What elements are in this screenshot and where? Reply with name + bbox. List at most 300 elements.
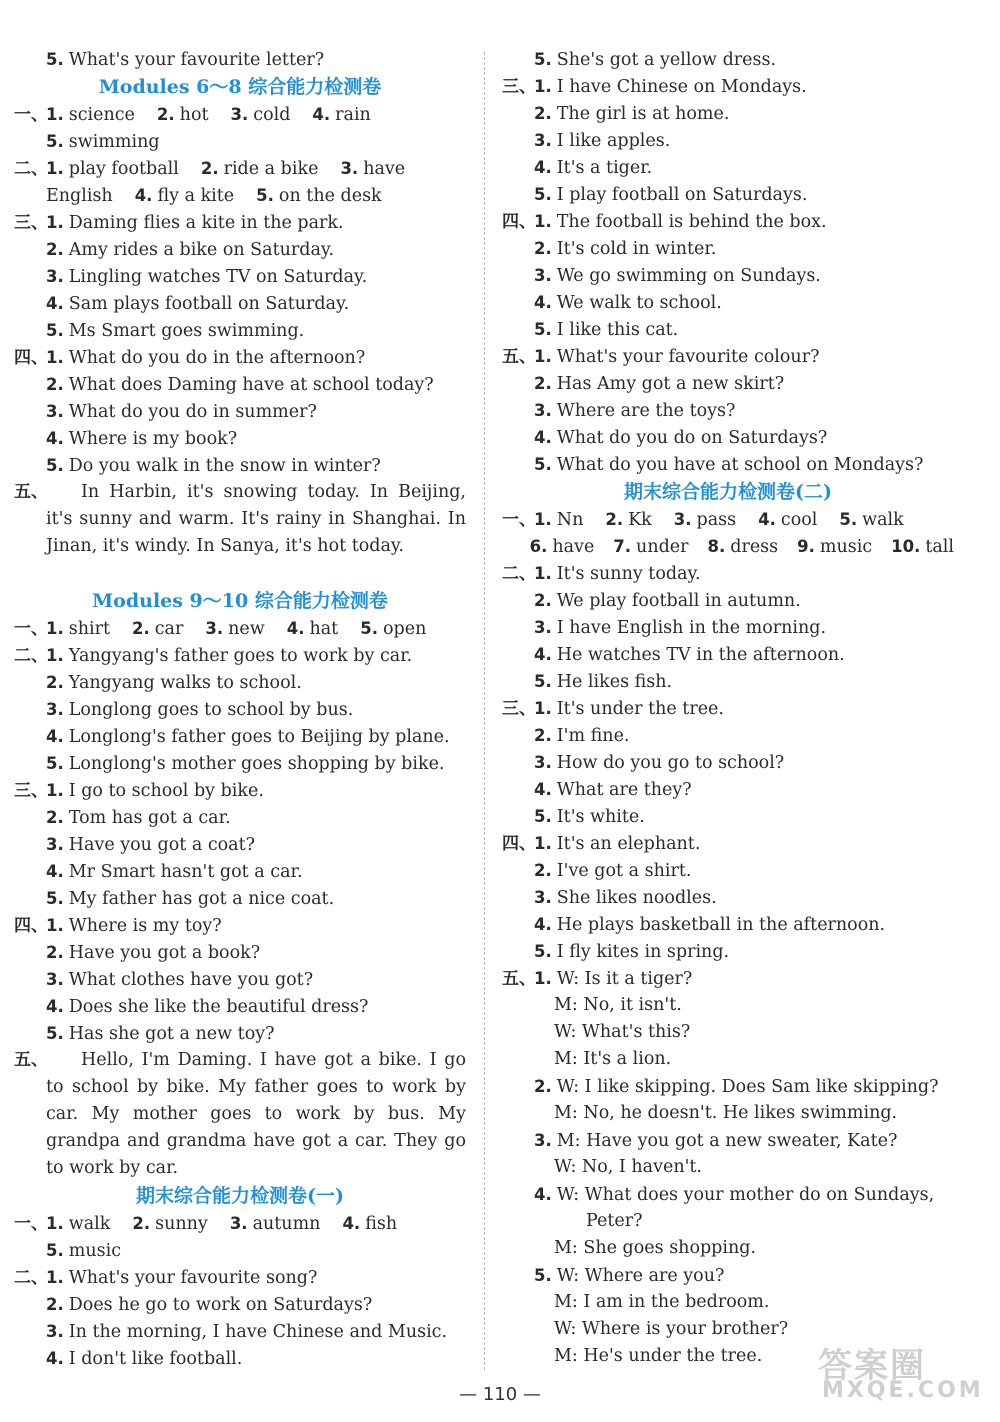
item-number: 1. [534, 77, 552, 96]
watermark-logo [818, 1338, 988, 1408]
answer-line [502, 1208, 954, 1235]
answer-text: autumn [252, 1214, 321, 1234]
section-marker: 一、 [502, 510, 536, 530]
item-number: 3. [46, 1322, 64, 1341]
answer-line [14, 101, 466, 128]
answer-text: shirt [68, 619, 110, 639]
item-number: 8. [707, 537, 726, 556]
answer-text: hot [179, 105, 209, 125]
answer-text: M: It's a lion. [554, 1049, 672, 1069]
answer-text: He likes fish. [556, 672, 673, 692]
answer-paragraph [14, 1047, 466, 1182]
answer-line [14, 1318, 466, 1345]
section-marker: 二、 [14, 1268, 48, 1288]
item-number: 1. [534, 347, 552, 366]
item-number: 2. [132, 619, 150, 638]
section-marker: 一、 [14, 1214, 48, 1234]
item-number: 2. [534, 1077, 552, 1096]
answer-line [502, 100, 954, 127]
section-title: 期末综合能力检测卷(一) [136, 1185, 344, 1207]
answer-text: W: No, I haven't. [554, 1157, 702, 1177]
answer-text: Does he go to work on Saturdays? [68, 1295, 373, 1315]
answer-text: Where are the toys? [556, 401, 736, 421]
answer-line [502, 181, 954, 208]
answer-text: What's your favourite colour? [556, 347, 820, 367]
item-number: 4. [46, 727, 64, 746]
answer-text: What do you do on Saturdays? [556, 428, 828, 448]
item-number: 7. [613, 537, 632, 556]
answer-line [14, 912, 466, 939]
answer-text: I play football on Saturdays. [556, 185, 808, 205]
answer-line [502, 154, 954, 181]
item-number: 4. [46, 1349, 64, 1368]
answer-text: Does she like the beautiful dress? [68, 997, 369, 1017]
item-number: 4. [758, 510, 776, 529]
answer-line [14, 804, 466, 831]
item-number: 1. [46, 348, 64, 367]
answer-line [502, 992, 954, 1019]
answer-line [502, 668, 954, 695]
answer-text: fly a kite [157, 186, 235, 206]
answer-text: What clothes have you got? [68, 970, 314, 990]
answer-line [14, 669, 466, 696]
answer-line [502, 587, 954, 614]
answer-line [14, 642, 466, 669]
item-number: 10. [891, 537, 921, 556]
item-number: 1. [534, 510, 552, 529]
item-number: 5. [46, 889, 64, 908]
item-number: 1. [534, 564, 552, 583]
answer-line [502, 857, 954, 884]
answer-text: rain [335, 105, 371, 125]
item-number: 3. [534, 1131, 552, 1150]
section-marker: 四、 [14, 916, 48, 936]
answer-text: sunny [155, 1214, 208, 1234]
item-number: 2. [534, 239, 552, 258]
item-number: 2. [534, 374, 552, 393]
answer-text: walk [862, 510, 904, 530]
answer-text: Mr Smart hasn't got a car. [68, 862, 303, 882]
answer-line [14, 831, 466, 858]
answer-line [14, 1210, 466, 1237]
answer-line [14, 452, 466, 479]
item-number: 4. [342, 1214, 361, 1233]
answer-text: I have Chinese on Mondays. [556, 77, 807, 97]
item-number: 4. [134, 186, 153, 205]
section-title: Modules 6～8 综合能力检测卷 [98, 76, 382, 98]
item-number: 3. [534, 753, 552, 772]
answer-text: M: No, it isn't. [554, 995, 682, 1015]
answer-text: new [228, 619, 265, 639]
answer-line [502, 46, 954, 73]
item-number: 2. [200, 159, 219, 178]
answer-text: Longlong's mother goes shopping by bike. [68, 754, 445, 774]
answer-text: It's cold in winter. [556, 239, 717, 259]
item-number: 5. [534, 942, 552, 961]
right-column [502, 46, 954, 1370]
answer-text: W: What's this? [554, 1022, 691, 1042]
answer-line [14, 1020, 466, 1047]
answer-line [14, 885, 466, 912]
answer-line [14, 1345, 466, 1372]
answer-text: We play football in autumn. [556, 591, 801, 611]
answer-line [502, 911, 954, 938]
item-number: 5. [534, 672, 552, 691]
answer-line [14, 344, 466, 371]
answer-line [502, 1289, 954, 1316]
item-number: 2. [46, 943, 64, 962]
answer-text: What are they? [556, 780, 692, 800]
item-number: 2. [534, 591, 552, 610]
answer-line [502, 965, 954, 992]
answer-line [502, 1100, 954, 1127]
answer-line [14, 723, 466, 750]
answer-text: Longlong goes to school by bus. [68, 700, 354, 720]
answer-line [502, 1154, 954, 1181]
item-number: 4. [286, 619, 305, 638]
item-number: 1. [46, 619, 64, 638]
item-number: 4. [534, 158, 552, 177]
answer-line [14, 263, 466, 290]
answer-text: I like this cat. [556, 320, 679, 340]
answer-text: Where is my book? [68, 429, 238, 449]
answer-line [502, 614, 954, 641]
item-number: 3. [205, 619, 224, 638]
answer-line [502, 776, 954, 803]
answer-text: We walk to school. [556, 293, 722, 313]
item-number: 5. [534, 455, 552, 474]
section-marker: 五、 [14, 482, 48, 502]
section-marker: 五、 [502, 969, 536, 989]
answer-line [14, 966, 466, 993]
answer-text: Peter? [586, 1211, 643, 1231]
answer-line [14, 128, 466, 155]
answer-line [14, 46, 466, 73]
answer-text: W: What does your mother do on Sundays, [556, 1185, 935, 1205]
item-number: 3. [46, 267, 64, 286]
answer-text: car [154, 619, 184, 639]
item-number: 5. [46, 1241, 64, 1260]
answer-text: Kk [628, 510, 652, 530]
answer-text: I have English in the morning. [556, 618, 827, 638]
answer-text: It's an elephant. [556, 834, 701, 854]
item-number: 4. [534, 780, 552, 799]
answer-line [502, 1181, 954, 1208]
item-number: 2. [156, 105, 175, 124]
item-number: 4. [534, 645, 552, 664]
paragraph-text: Hello, I'm Daming. I have got a bike. I go to school by bike. My father goes to work by car. My mother goes to work by bus. My grandpa and grandma have got a car. They go to work by car. [46, 1050, 466, 1178]
answer-text: My father has got a nice coat. [68, 889, 335, 909]
item-number: 3. [46, 970, 64, 989]
answer-text: M: She goes shopping. [554, 1238, 757, 1258]
answer-line [502, 235, 954, 262]
item-number: 3. [534, 131, 552, 150]
column-divider [484, 52, 485, 1370]
item-number: 3. [340, 159, 359, 178]
answer-text: have [363, 159, 406, 179]
item-number: 5. [46, 321, 64, 340]
answer-text: M: Have you got a new sweater, Kate? [556, 1131, 898, 1151]
answer-text: Where is my toy? [68, 916, 222, 936]
item-number: 2. [46, 375, 64, 394]
answer-text: I go to school by bike. [68, 781, 264, 801]
answer-text: Daming flies a kite in the park. [68, 213, 344, 233]
answer-paragraph [14, 479, 466, 587]
answer-text: I like apples. [556, 131, 671, 151]
item-number: 5. [534, 320, 552, 339]
answer-text: We go swimming on Sundays. [556, 266, 821, 286]
answer-line [502, 506, 954, 533]
answer-line [14, 696, 466, 723]
paragraph-text: In Harbin, it's snowing today. In Beijing, it's sunny and warm. It's rainy in Shanghai. In Jinan, it's windy. In Sanya, it's hot today. [46, 482, 466, 556]
item-number: 6. [529, 537, 548, 556]
item-number: 4. [534, 428, 552, 447]
item-number: 3. [230, 105, 249, 124]
item-number: 3. [46, 700, 64, 719]
answer-text: hat [309, 619, 339, 639]
answer-text: W: Is it a tiger? [556, 969, 693, 989]
answer-line [502, 424, 954, 451]
item-number: 3. [46, 835, 64, 854]
answer-line [14, 398, 466, 425]
answer-line [502, 533, 954, 560]
answer-text: M: No, he doesn't. He likes swimming. [554, 1103, 898, 1123]
answer-line [502, 938, 954, 965]
item-number: 4. [534, 1185, 552, 1204]
answer-line [502, 262, 954, 289]
answer-text: fish [365, 1214, 398, 1234]
answer-line [502, 127, 954, 154]
answer-line [14, 317, 466, 344]
answer-text: Has Amy got a new skirt? [556, 374, 785, 394]
answer-text: Have you got a book? [68, 943, 261, 963]
item-number: 1. [534, 212, 552, 231]
answer-text: What's your favourite song? [68, 1268, 318, 1288]
answer-text: science [68, 105, 135, 125]
answer-line [502, 1127, 954, 1154]
item-number: 1. [46, 1268, 64, 1287]
item-number: 1. [534, 699, 552, 718]
item-number: 2. [605, 510, 624, 529]
answer-line [14, 750, 466, 777]
answer-text: Longlong's father goes to Beijing by plane. [68, 727, 450, 747]
answer-text: He watches TV in the afternoon. [556, 645, 845, 665]
answer-line [502, 1073, 954, 1100]
item-number: 1. [46, 105, 64, 124]
item-number: 5. [534, 185, 552, 204]
answer-line [502, 208, 954, 235]
answer-text: In the morning, I have Chinese and Music. [68, 1322, 448, 1342]
answer-text: Ms Smart goes swimming. [68, 321, 305, 341]
answer-line [14, 993, 466, 1020]
answer-text: W: I like skipping. Does Sam like skipping? [556, 1077, 939, 1097]
item-number: 1. [46, 781, 64, 800]
section-marker: 四、 [14, 348, 48, 368]
answer-line [14, 236, 466, 263]
answer-text: dress [730, 537, 779, 557]
answer-line [502, 343, 954, 370]
answer-text: W: Where is your brother? [554, 1319, 789, 1339]
answer-text: Yangyang walks to school. [68, 673, 302, 693]
answer-text: cool [780, 510, 818, 530]
answer-line [502, 695, 954, 722]
answer-line [14, 155, 466, 182]
answer-text: Nn [556, 510, 584, 530]
answer-text: play football [68, 159, 179, 179]
item-number: 1. [46, 213, 64, 232]
item-number: 1. [46, 159, 64, 178]
item-number: 3. [46, 402, 64, 421]
answer-text: on the desk [278, 186, 382, 206]
answer-text: music [68, 1241, 121, 1261]
item-number: 5. [46, 50, 64, 69]
answer-text: M: I am in the bedroom. [554, 1292, 770, 1312]
answer-text: It's under the tree. [556, 699, 724, 719]
item-number: 4. [46, 429, 64, 448]
section-marker: 三、 [14, 213, 48, 233]
watermark-url: MXQE.COM [822, 1378, 984, 1403]
section-marker: 一、 [14, 619, 48, 639]
section-title: 期末综合能力检测卷(二) [624, 481, 832, 503]
answer-line [502, 830, 954, 857]
section-marker: 五、 [14, 1050, 48, 1070]
item-number: 3. [534, 888, 552, 907]
item-number: 1. [46, 1214, 64, 1233]
answer-text: W: Where are you? [556, 1266, 725, 1286]
answer-line [14, 615, 466, 642]
answer-text: music [819, 537, 873, 557]
answer-text: It's a tiger. [556, 158, 653, 178]
answer-line [502, 803, 954, 830]
answer-text: She's got a yellow dress. [556, 50, 777, 70]
answer-text: Amy rides a bike on Saturday. [68, 240, 335, 260]
answer-line [502, 560, 954, 587]
answer-text: Has she got a new toy? [68, 1024, 275, 1044]
answer-line [502, 289, 954, 316]
answer-text: Lingling watches TV on Saturday. [68, 267, 368, 287]
item-number: 1. [534, 834, 552, 853]
answer-text: Tom has got a car. [68, 808, 231, 828]
answer-line [502, 722, 954, 749]
section-marker: 一、 [14, 105, 48, 125]
item-number: 4. [46, 997, 64, 1016]
answer-line [14, 1237, 466, 1264]
answer-line [502, 1019, 954, 1046]
answer-text: How do you go to school? [556, 753, 785, 773]
item-number: 2. [46, 673, 64, 692]
item-number: 5. [46, 1024, 64, 1043]
answer-text: I fly kites in spring. [556, 942, 730, 962]
answer-line [14, 939, 466, 966]
answer-line [14, 209, 466, 236]
answer-line [14, 425, 466, 452]
item-number: 5. [534, 807, 552, 826]
answer-line [502, 884, 954, 911]
answer-text: It's white. [556, 807, 645, 827]
section-marker: 三、 [14, 781, 48, 801]
item-number: 5. [46, 456, 64, 475]
item-number: 3. [534, 618, 552, 637]
answer-line [502, 1262, 954, 1289]
page-number: — 110 — [459, 1384, 541, 1405]
item-number: 5. [46, 754, 64, 773]
answer-line [502, 316, 954, 343]
item-number: 4. [46, 294, 64, 313]
item-number: 5. [534, 50, 552, 69]
section-marker: 三、 [502, 699, 536, 719]
answer-text: The football is behind the box. [556, 212, 827, 232]
answer-text: The girl is at home. [556, 104, 730, 124]
item-number: 4. [46, 862, 64, 881]
answer-line [502, 73, 954, 100]
item-number: 2. [534, 726, 552, 745]
answer-text: I've got a shirt. [556, 861, 692, 881]
answer-text: What do you do in summer? [68, 402, 317, 422]
answer-text: It's sunny today. [556, 564, 701, 584]
section-marker: 四、 [502, 212, 536, 232]
answer-text: swimming [68, 132, 160, 152]
answer-text: What do you do in the afternoon? [68, 348, 366, 368]
item-number: 2. [46, 240, 64, 259]
item-number: 5. [256, 186, 274, 205]
answer-text: under [636, 537, 689, 557]
item-number: 4. [534, 915, 552, 934]
section-marker: 五、 [502, 347, 536, 367]
section-marker: 二、 [502, 564, 536, 584]
answer-line [14, 858, 466, 885]
answer-line [502, 641, 954, 668]
answer-line [14, 371, 466, 398]
item-number: 4. [534, 293, 552, 312]
answer-line [14, 1291, 466, 1318]
answer-line [14, 182, 466, 209]
answer-text: Do you walk in the snow in winter? [68, 456, 381, 476]
section-title: Modules 9～10 综合能力检测卷 [92, 590, 388, 612]
answer-text: pass [696, 510, 737, 530]
answer-text: What's your favourite letter? [68, 50, 325, 70]
watermark-text: 答案圈 [818, 1346, 926, 1386]
item-number: 3. [229, 1214, 248, 1233]
item-number: 2. [46, 808, 64, 827]
answer-text: Yangyang's father goes to work by car. [68, 646, 413, 666]
answer-line [502, 1046, 954, 1073]
item-number: 1. [46, 916, 64, 935]
item-number: 1. [46, 646, 64, 665]
answer-text: Have you got a coat? [68, 835, 256, 855]
item-number: 3. [534, 401, 552, 420]
item-number: 5. [534, 1266, 552, 1285]
item-number: 5. [46, 132, 64, 151]
item-number: 9. [797, 537, 815, 556]
answer-line [502, 749, 954, 776]
section-marker: 二、 [14, 646, 48, 666]
left-column [14, 46, 466, 1372]
answer-text: ride a bike [223, 159, 319, 179]
answer-text: tall [925, 537, 955, 557]
item-number: 3. [534, 266, 552, 285]
answer-line [14, 290, 466, 317]
answer-text: What does Daming have at school today? [68, 375, 434, 395]
answer-text: I'm fine. [556, 726, 630, 746]
item-number: 2. [132, 1214, 151, 1233]
item-number: 4. [312, 105, 331, 124]
answer-line [502, 451, 954, 478]
section-marker: 二、 [14, 159, 48, 179]
answer-text: What do you have at school on Mondays? [556, 455, 924, 475]
item-number: 2. [534, 104, 552, 123]
answer-text: English [46, 186, 113, 206]
section-marker: 三、 [502, 77, 536, 97]
